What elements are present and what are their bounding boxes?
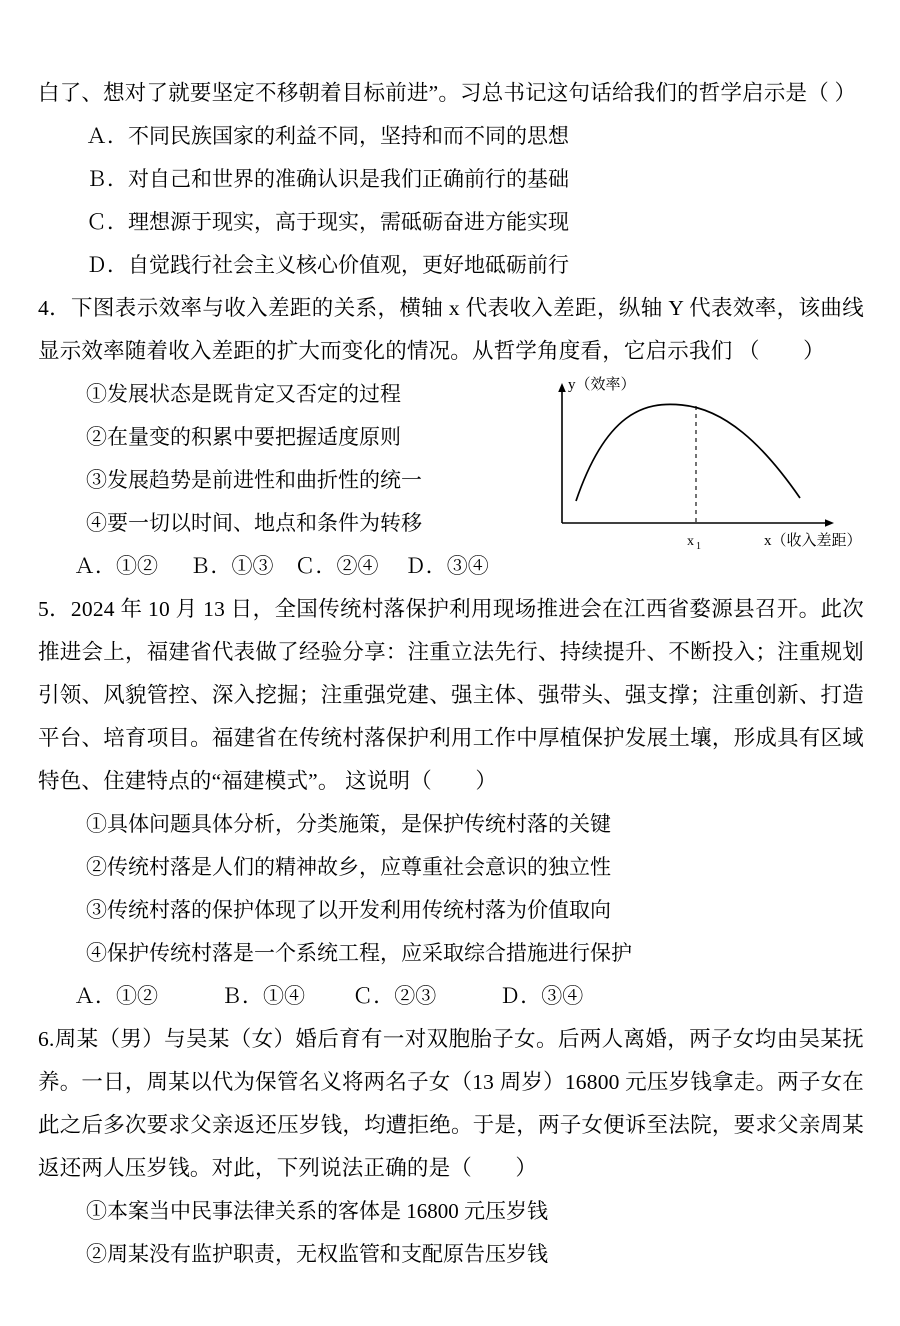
- question-4-options: [38, 373, 508, 588]
- question-3-option-c: Ｃ．理想源于现实，高于现实，需砥砺奋进方能实现: [86, 210, 569, 234]
- svg-text:y（效率）: y（效率）: [568, 377, 636, 393]
- svg-text:x（收入差距）: x（收入差距）: [764, 533, 862, 549]
- question-4-body: [38, 373, 864, 588]
- question-5-item-1: ①具体问题具体分析，分类施策，是保护传统村落的关键: [86, 812, 611, 836]
- question-3-option-a: Ａ．不同民族国家的利益不同，坚持和而不同的思想: [86, 124, 569, 148]
- question-4-item-4: ④要一切以时间、地点和条件为转移: [86, 511, 422, 535]
- question-5-stem: 5．2024 年 10 月 13 日，全国传统村落保护利用现场推进会在江西省婺源县召开。此次推进会上，福建省代表做了经验分享：注重立法先行、持续提升、不断投入；注重规划引领、风貌管控、深入挖掘；注重强党建、强主体、强带头、强支撑；注重创新、打造平台、培育项目。福建省在传统村落保护利用工作中厚植保护发展土壤，形成具有区域特色、住建特点的“福建模式”。 这说明（ ）: [38, 597, 864, 793]
- svg-text:x: x: [687, 534, 694, 549]
- question-4-answer-row: Ａ．①② Ｂ．①③ Ｃ．②④ Ｄ．③④: [74, 554, 489, 578]
- question-5-answer-row: Ａ．①② Ｂ．①④ Ｃ．②③ Ｄ．③④: [74, 984, 584, 1008]
- question-6-stem: 6.周某（男）与吴某（女）婚后育有一对双胞胎子女。后两人离婚，两子女均由吴某抚养。一日，周某以代为保管名义将两名子女（13 周岁）16800 元压岁钱拿走。两子女在此之后多次要求父亲返还压岁钱，均遭拒绝。于是，两子女便诉至法院，要求父亲周某返还两人压岁钱。对此，下列说法正确的是（ ）: [38, 1027, 864, 1180]
- question-4-item-1: ①发展状态是既肯定又否定的过程: [86, 382, 401, 406]
- question-3-option-b: Ｂ．对自己和世界的准确认识是我们正确前行的基础: [86, 167, 569, 191]
- page-content: [38, 72, 864, 1276]
- question-6-item-1: ①本案当中民事法律关系的客体是 16800 元压岁钱: [86, 1199, 548, 1223]
- question-5-item-3: ③传统村落的保护体现了以开发利用传统村落为价值取向: [86, 898, 611, 922]
- question-4-item-3: ③发展趋势是前进性和曲折性的统一: [86, 468, 422, 492]
- question-6-item-2: ②周某没有监护职责，无权监管和支配原告压岁钱: [86, 1242, 548, 1266]
- question-4-figure: [514, 373, 864, 558]
- question-3-stem-tail: 白了、想对了就要坚定不移朝着目标前进”。习总书记这句话给我们的哲学启示是（ ）: [38, 81, 857, 105]
- question-3-option-d: Ｄ．自觉践行社会主义核心价值观，更好地砥砺前行: [86, 253, 569, 277]
- question-5-item-4: ④保护传统村落是一个系统工程，应采取综合措施进行保护: [86, 941, 632, 965]
- question-4-item-2: ②在量变的积累中要把握适度原则: [86, 425, 401, 449]
- question-4-stem: 4．下图表示效率与收入差距的关系，横轴 x 代表收入差距，纵轴 Y 代表效率，该曲线显示效率随着收入差距的扩大而变化的情况。从哲学角度看，它启示我们 （ ）: [38, 296, 864, 363]
- question-5-item-2: ②传统村落是人们的精神故乡，应尊重社会意识的独立性: [86, 855, 611, 879]
- svg-text:1: 1: [696, 541, 701, 552]
